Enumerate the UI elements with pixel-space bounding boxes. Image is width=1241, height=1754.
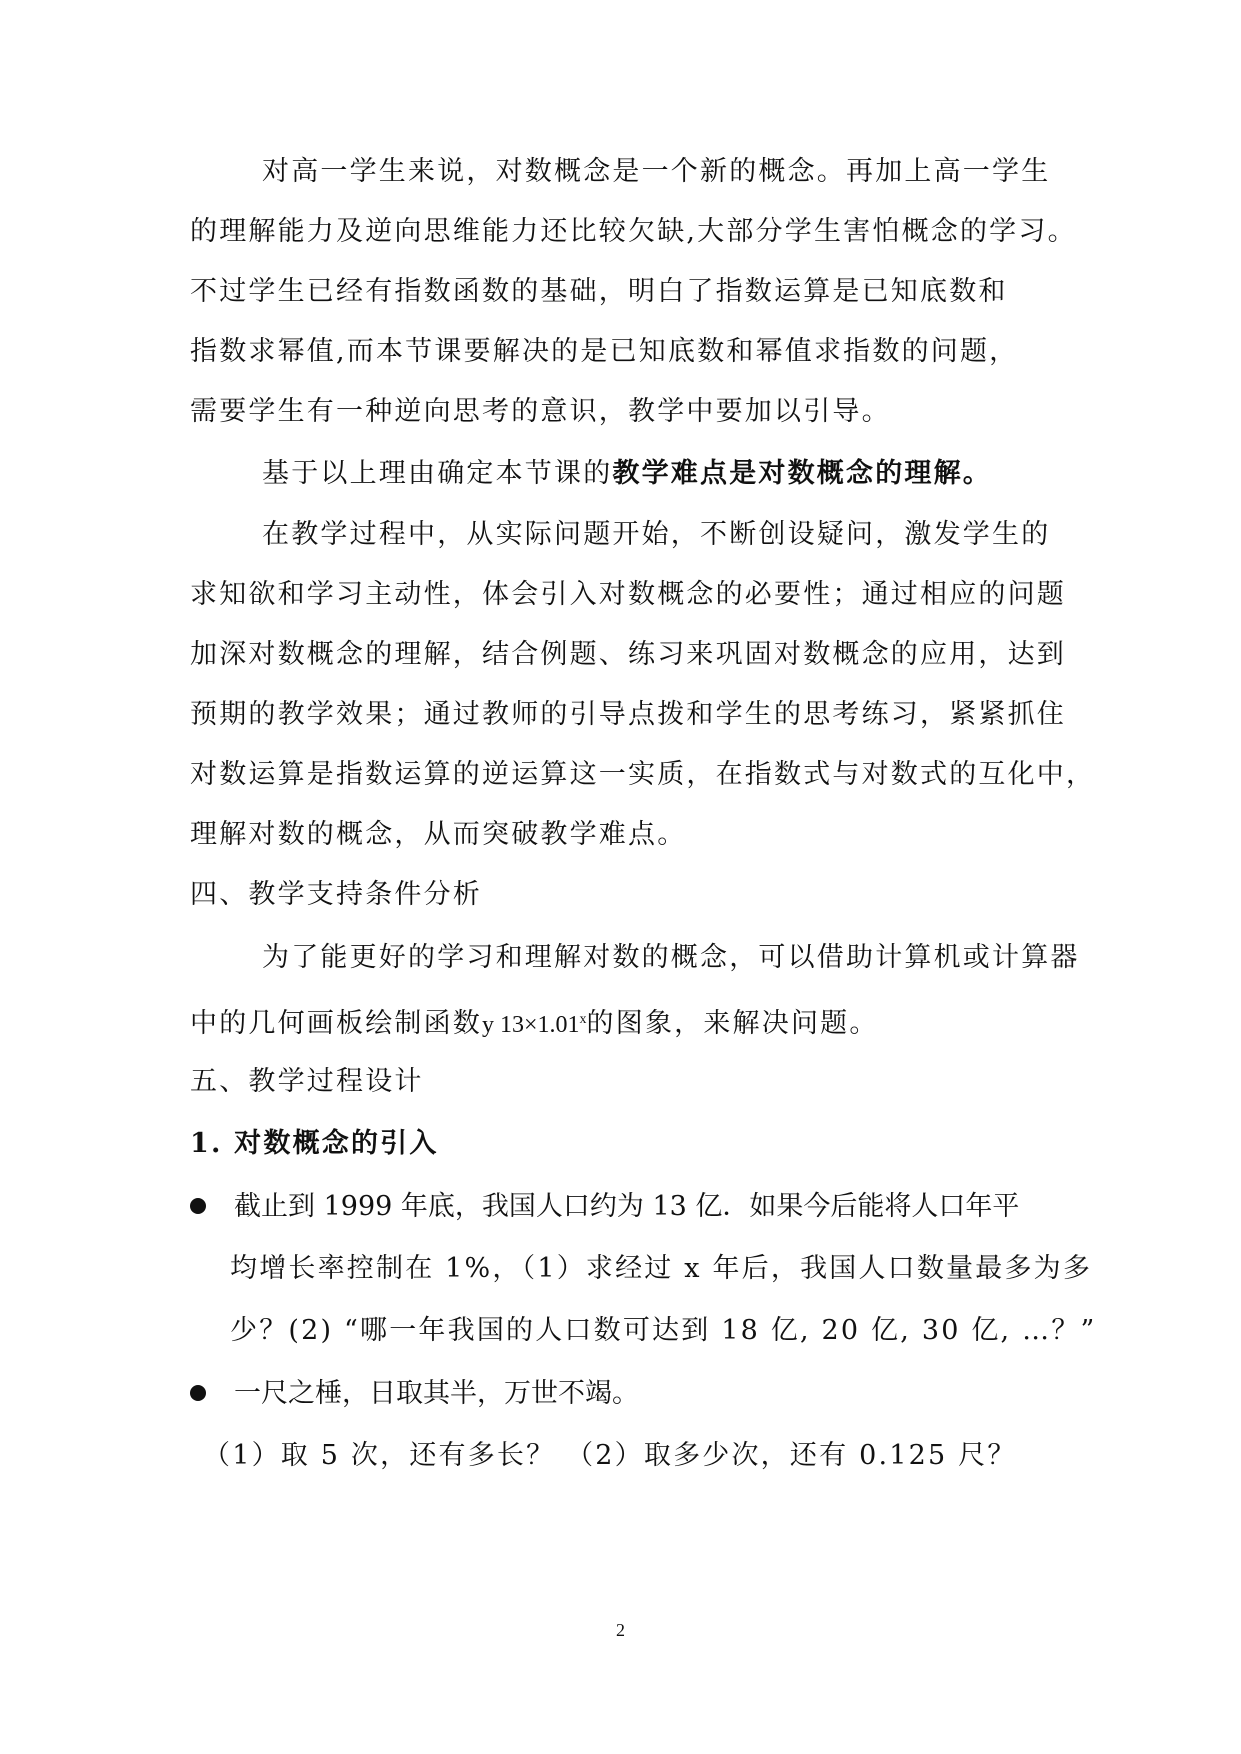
bullet-1-line-1: 截止到 1999 年底，我国人口约为 13 亿．如果今后能将人口年平 <box>234 1191 1020 1222</box>
paragraph-2-emphasis: 教学难点是对数概念的理解。 <box>612 458 993 489</box>
formula-expression <box>482 1012 587 1038</box>
paragraph-3-line-4: 预期的教学效果；通过教师的引导点拨和学生的思考练习，紧紧抓住 <box>190 699 1066 730</box>
paragraph-3-line-3: 加深对数概念的理解，结合例题、练习来巩固对数概念的应用，达到 <box>190 639 1066 670</box>
paragraph-4-line-1: 为了能更好的学习和理解对数的概念，可以借助计算机或计算器 <box>262 942 1080 973</box>
bullet-1-dot <box>190 1198 206 1214</box>
paragraph-3-line-6: 理解对数的概念，从而突破教学难点。 <box>190 819 687 850</box>
paragraph-4-prefix: 中的几何画板绘制函数 <box>190 1008 482 1039</box>
paragraph-1-line-4: 指数求幂值,而本节课要解决的是已知底数和幂值求指数的问题， <box>190 336 1019 367</box>
paragraph-3-line-1: 在教学过程中，从实际问题开始，不断创设疑问，激发学生的 <box>262 519 1051 550</box>
question-line: （1）取 5 次，还有多长？ （2）取多少次，还有 0.125 尺？ <box>203 1440 1017 1471</box>
paragraph-1-line-2: 的理解能力及逆向思维能力还比较欠缺,大部分学生害怕概念的学习。 <box>190 216 1077 247</box>
bullet-2 <box>190 1377 639 1411</box>
paragraph-1-line-1: 对高一学生来说，对数概念是一个新的概念。再加上高一学生 <box>262 156 1051 187</box>
subheading: 1. 对数概念的引入 <box>190 1128 439 1159</box>
paragraph-2-prefix: 基于以上理由确定本节课的 <box>262 458 613 489</box>
paragraph-4-line-2 <box>190 1003 879 1042</box>
paragraph-1-line-3: 不过学生已经有指数函数的基础，明白了指数运算是已知底数和 <box>190 276 1008 307</box>
formula-right: 13×1.01 <box>500 1012 580 1038</box>
paragraph-2 <box>262 457 992 491</box>
formula-superscript: x <box>579 1012 587 1027</box>
page-number: 2 <box>616 1620 625 1640</box>
bullet-2-dot <box>190 1385 206 1401</box>
bullet-2-text: 一尺之棰，日取其半，万世不竭。 <box>234 1378 639 1409</box>
paragraph-1-line-5: 需要学生有一种逆向思考的意识，教学中要加以引导。 <box>190 396 891 427</box>
section-4-heading: 四、教学支持条件分析 <box>190 879 482 910</box>
paragraph-4-suffix: 的图象，来解决问题。 <box>586 1008 879 1039</box>
paragraph-3-line-5: 对数运算是指数运算的逆运算这一实质，在指数式与对数式的互化中， <box>190 759 1096 790</box>
section-5-heading: 五、教学过程设计 <box>190 1066 424 1097</box>
bullet-1-line-3: 少？(2) “哪一年我国的人口数可达到 18 亿, 20 亿, 30 亿, …？” <box>230 1315 1097 1346</box>
paragraph-3-line-2: 求知欲和学习主动性，体会引入对数概念的必要性；通过相应的问题 <box>190 579 1066 610</box>
bullet-1 <box>190 1190 1019 1224</box>
bullet-1-line-2: 均增长率控制在 1%，（1）求经过 x 年后，我国人口数量最多为多 <box>230 1253 1093 1284</box>
formula-left: y <box>482 1012 500 1038</box>
